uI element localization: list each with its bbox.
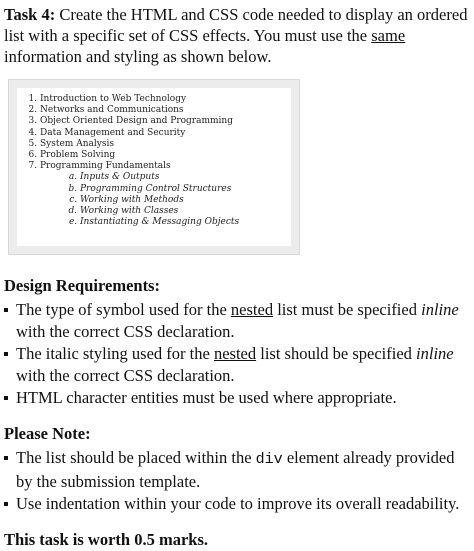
task-page: [4, 0, 470, 551]
bullet-icon: [4, 502, 8, 506]
note-text: Use indentation within your code to improve its overall readability.: [16, 494, 460, 513]
example-list-figure: [8, 79, 300, 255]
req-inline-italic: inline: [421, 300, 459, 319]
req-text: The type of symbol used for the: [16, 300, 231, 319]
please-note-heading: Please Note:: [4, 424, 91, 443]
task-text-1: Create the HTML and CSS code needed to display an ordered list with a specific set of CSS effects. You must use the: [4, 5, 468, 45]
task-same-underlined: same: [371, 26, 406, 45]
req-nested-underlined: nested: [230, 300, 274, 319]
note-text: The list should be placed within the: [16, 448, 256, 467]
note-item: [4, 447, 470, 493]
list-item: 2. Networks and Communications: [40, 105, 287, 116]
task-description: [4, 4, 470, 67]
nested-ordered-list: [40, 172, 287, 228]
nested-list-item: c. Working with Methods: [80, 195, 287, 206]
requirement-item: [4, 387, 470, 409]
nested-list-item: b. Programming Control Structures: [80, 184, 287, 195]
req-text: The italic styling used for the: [16, 344, 214, 363]
list-item: 6. Problem Solving: [40, 150, 287, 161]
note-code-div: div: [255, 451, 283, 468]
bullet-icon: [4, 396, 8, 400]
list-item-label: Programming Fundamentals: [40, 161, 171, 172]
bullet-icon: [4, 456, 8, 460]
req-text: HTML character entities must be used where appropriate.: [16, 388, 397, 407]
list-item: 5. System Analysis: [40, 139, 287, 150]
note-item: [4, 493, 470, 515]
requirement-item: [4, 343, 470, 387]
req-text: with the correct CSS declaration.: [16, 366, 235, 385]
req-text: list should be specified: [256, 344, 417, 363]
marks-statement: This task is worth 0.5 marks.: [4, 530, 208, 549]
note-text: element already provided by the submission template.: [16, 448, 455, 491]
list-item-with-nested: [40, 161, 287, 228]
requirement-item: [4, 299, 470, 343]
example-list-panel: [17, 88, 291, 246]
design-requirements-heading: Design Requirements:: [4, 276, 160, 295]
outer-ordered-list: [23, 94, 287, 228]
list-item: 4. Data Management and Security: [40, 128, 287, 139]
list-item: 1. Introduction to Web Technology: [40, 94, 287, 105]
req-text: with the correct CSS declaration.: [16, 322, 235, 341]
bullet-icon: [4, 308, 8, 312]
req-nested-underlined: nested: [213, 344, 257, 363]
bullet-icon: [4, 352, 8, 356]
please-note-list: [4, 447, 470, 515]
design-requirements-list: [4, 299, 470, 409]
req-inline-italic: inline: [416, 344, 454, 363]
nested-list-item: e. Instantiating & Messaging Objects: [80, 217, 287, 228]
nested-list-item: a. Inputs & Outputs: [80, 172, 287, 183]
nested-list-item: d. Working with Classes: [80, 206, 287, 217]
task-text-2: information and styling as shown below.: [4, 47, 272, 66]
req-text: list must be specified: [273, 300, 422, 319]
list-item: 3. Object Oriented Design and Programming: [40, 116, 287, 127]
task-label: Task 4:: [4, 5, 56, 24]
